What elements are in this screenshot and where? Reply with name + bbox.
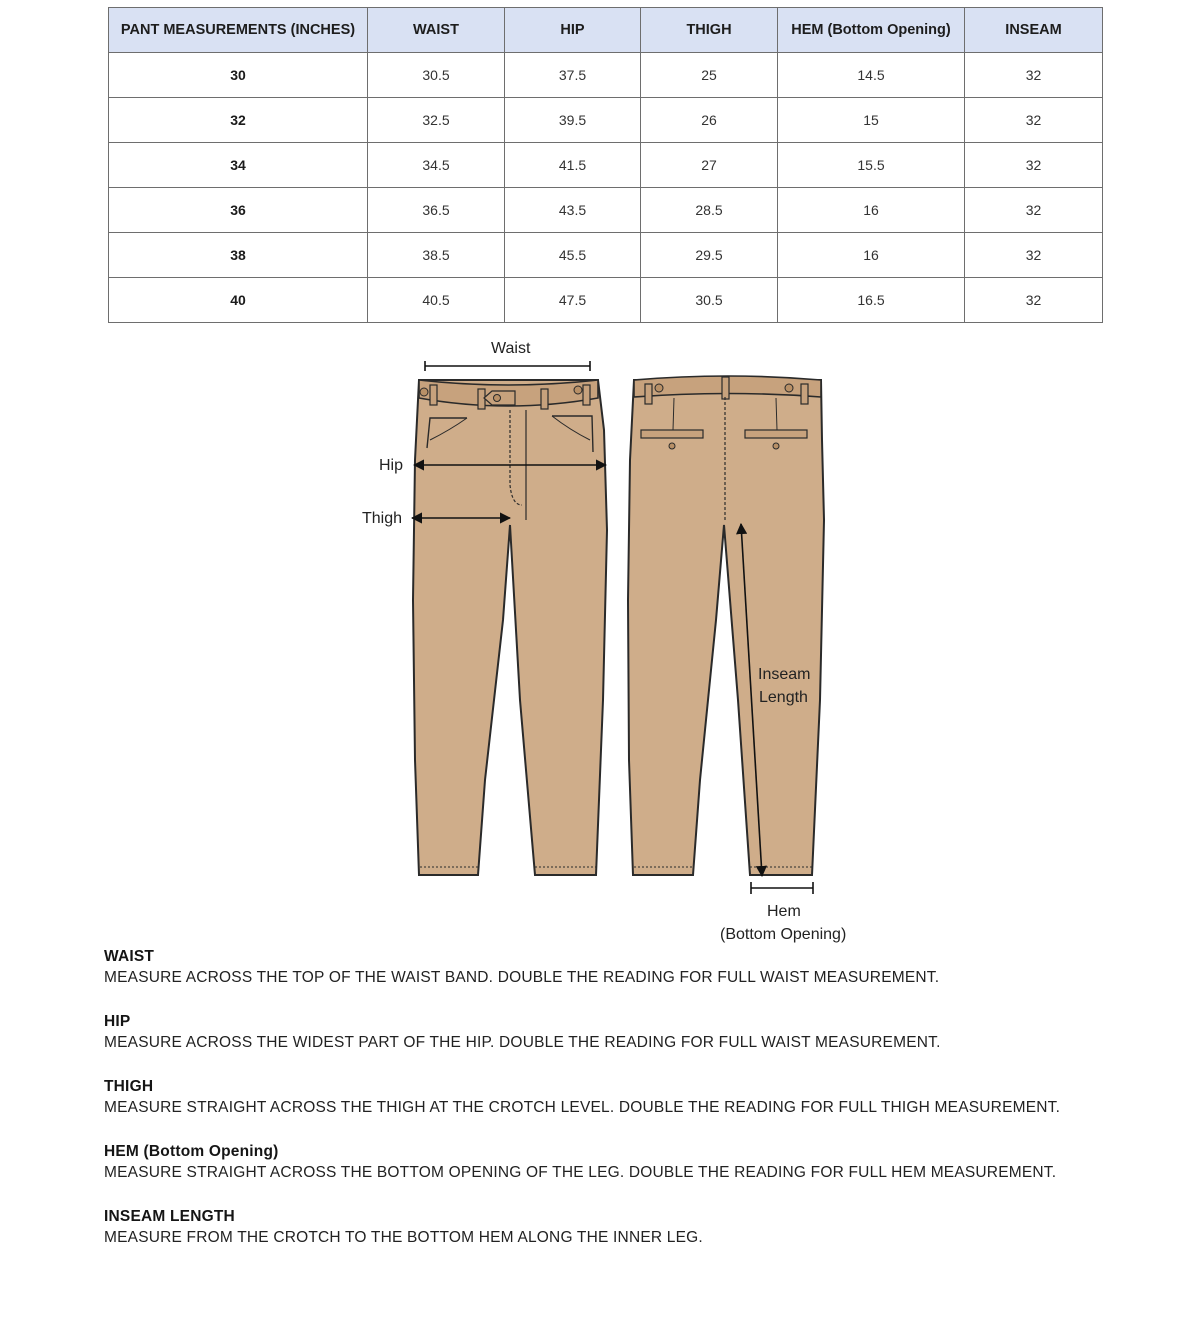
waist-cell: 32.5 [368,98,505,143]
note-title: THIGH [104,1078,154,1095]
size-cell: 34 [109,143,368,188]
size-cell: 30 [109,53,368,98]
back-pants-body [628,380,824,875]
hip-cell: 41.5 [505,143,641,188]
hip-cell: 43.5 [505,188,641,233]
note-title: HEM (Bottom Opening) [104,1143,279,1160]
size-cell: 40 [109,278,368,323]
table-header-row [109,8,1103,53]
note-thigh [104,1076,1164,1119]
note-hem [104,1141,1164,1184]
measurement-instructions [104,946,1164,1271]
size-chart-table [108,7,1103,323]
table-row [109,188,1103,233]
note-hip [104,1011,1164,1054]
hip-cell: 39.5 [505,98,641,143]
size-cell: 36 [109,188,368,233]
inseam-cell: 32 [965,233,1103,278]
note-text: MEASURE ACROSS THE WIDEST PART OF THE HIP. DOUBLE THE READING FOR FULL WAIST MEASUREMENT. [104,1034,941,1051]
inseam-cell: 32 [965,98,1103,143]
pants-illustration [350,332,870,944]
thigh-cell: 29.5 [641,233,778,278]
hem-label-line2: (Bottom Opening) [720,926,847,943]
note-text: MEASURE FROM THE CROTCH TO THE BOTTOM HEM ALONG THE INNER LEG. [104,1229,703,1246]
table-row [109,98,1103,143]
hip-cell: 37.5 [505,53,641,98]
thigh-cell: 28.5 [641,188,778,233]
waist-cell: 40.5 [368,278,505,323]
table-row [109,53,1103,98]
front-pants-icon [413,380,607,875]
hem-cell: 16.5 [778,278,965,323]
waist-cell: 36.5 [368,188,505,233]
hem-cell: 16 [778,233,965,278]
front-pants-body [413,380,607,875]
hip-label: Hip [379,457,404,474]
waist-cell: 30.5 [368,53,505,98]
table-row [109,278,1103,323]
note-text: MEASURE ACROSS THE TOP OF THE WAIST BAND. DOUBLE THE READING FOR FULL WAIST MEASUREMENT. [104,969,940,986]
thigh-label: Thigh [362,510,403,527]
inseam-label-line2: Length [759,689,808,706]
note-title: INSEAM LENGTH [104,1208,235,1225]
inseam-cell: 32 [965,188,1103,233]
hem-cell: 15.5 [778,143,965,188]
waist-label: Waist [491,340,531,357]
header-waist: WAIST [368,8,505,53]
table-row [109,143,1103,188]
thigh-cell: 25 [641,53,778,98]
note-title: WAIST [104,948,155,965]
hem-cell: 14.5 [778,53,965,98]
header-hip: HIP [505,8,641,53]
thigh-cell: 26 [641,98,778,143]
hem-label-line1: Hem [767,903,801,920]
size-cell: 38 [109,233,368,278]
waist-cell: 34.5 [368,143,505,188]
pants-measurement-diagram [350,332,870,944]
header-inseam: INSEAM [965,8,1103,53]
size-cell: 32 [109,98,368,143]
note-title: HIP [104,1013,131,1030]
note-inseam [104,1206,1164,1249]
inseam-cell: 32 [965,278,1103,323]
note-text: MEASURE STRAIGHT ACROSS THE THIGH AT THE CROTCH LEVEL. DOUBLE THE READING FOR FULL THIGH MEASUREMENT. [104,1099,1061,1116]
inseam-label-line1: Inseam [758,666,811,683]
header-thigh: THIGH [641,8,778,53]
inseam-cell: 32 [965,143,1103,188]
note-text: MEASURE STRAIGHT ACROSS THE BOTTOM OPENING OF THE LEG. DOUBLE THE READING FOR FULL HEM MEASUREMENT. [104,1164,1057,1181]
thigh-cell: 30.5 [641,278,778,323]
header-hem: HEM (Bottom Opening) [778,8,965,53]
waist-cell: 38.5 [368,233,505,278]
note-waist [104,946,1164,989]
table-row [109,233,1103,278]
header-size: PANT MEASUREMENTS (INCHES) [109,8,368,53]
inseam-cell: 32 [965,53,1103,98]
hip-cell: 45.5 [505,233,641,278]
back-pants-icon [628,376,824,875]
hip-cell: 47.5 [505,278,641,323]
hem-cell: 16 [778,188,965,233]
thigh-cell: 27 [641,143,778,188]
hem-cell: 15 [778,98,965,143]
